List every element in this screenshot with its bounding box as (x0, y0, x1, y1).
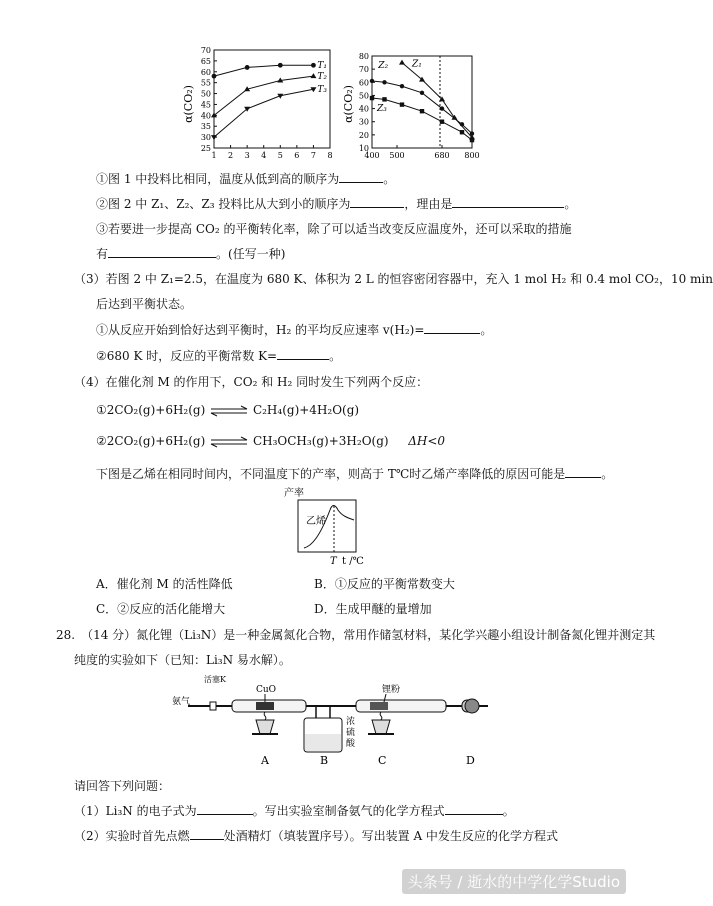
reaction-1-right: C₂H₄(g)+4H₂O(g) (252, 403, 360, 417)
f2-point (470, 138, 474, 142)
f2-point (399, 60, 405, 65)
answer-blank[interactable] (190, 828, 224, 840)
reaction-2-left: ②2CO₂(g)+6H₂(g) (96, 434, 206, 448)
q2-text-4-end: 。(任写一种) (216, 247, 286, 261)
q3-text-2: 后达到平衡状态。 (96, 297, 193, 311)
option-d-text: D．生成甲醚的量增加 (314, 602, 432, 616)
q2-text-3: ③若要进一步提高 CO₂ 的平衡转化率，除了可以适当改变反应温度外，还可以采取的措施 (96, 222, 572, 236)
f1-xtick-label: 2 (228, 151, 234, 160)
option-a[interactable] (96, 576, 233, 592)
acid-label-2: 硫 (346, 728, 356, 738)
f1-point (311, 63, 316, 68)
f1-ytick-label: 50 (200, 89, 211, 99)
figure-2-chart (342, 52, 482, 164)
reaction-2-enthalpy: ΔH<0 (408, 434, 446, 448)
q2-line-3 (96, 221, 571, 237)
f2-series-label: Z₂ (378, 60, 389, 71)
answer-blank[interactable] (339, 171, 383, 183)
q4-text-2: 下图是乙烯在相同时间内，不同温度下的产率，则高于 T℃时乙烯产率降低的原因可能是 (96, 467, 566, 481)
reaction-2-right: CH₃OCH₃(g)+3H₂O(g) (252, 434, 389, 448)
f1-point (245, 65, 250, 70)
graph-xlabel: t /℃ (342, 556, 364, 567)
f2-point (460, 122, 464, 126)
lithium-label: 锂粉 (382, 685, 401, 695)
q28-text-1: 28. （14 分）氮化锂（Li₃N）是一种金属氮化合物，常用作储氢材料，某化学兴趣小组设计制备氮化锂并测定其 (56, 628, 656, 642)
label-c: C (378, 754, 387, 767)
f1-ytick-label: 30 (200, 133, 211, 143)
f1-series-line (214, 89, 313, 137)
graph-curve-label: 乙烯 (306, 516, 326, 527)
burner-c-icon (372, 720, 390, 734)
q28-text-5-mid: 处酒精灯（填装置序号）。写出装置 A 中发生反应的化学方程式 (223, 829, 558, 843)
f1-series-line (214, 65, 313, 76)
q28-line-3 (74, 778, 170, 794)
q3-text-4-end: 。 (329, 349, 342, 363)
f2-xtick-label: 800 (464, 151, 480, 160)
q4-line-2 (96, 466, 613, 482)
label-a: A (261, 754, 269, 767)
f2-point (382, 80, 386, 84)
q28-text-4-mid: 。写出实验室制备氨气的化学方程式 (252, 804, 445, 818)
graph-ylabel: 产率 (284, 488, 304, 499)
f1-xtick-label: 6 (294, 151, 300, 160)
f1-ytick-label: 65 (200, 56, 211, 66)
answer-blank[interactable] (108, 246, 216, 258)
f2-point (382, 97, 386, 101)
valve-k-icon (210, 702, 216, 710)
answer-blank[interactable] (277, 348, 329, 360)
f2-point (420, 91, 424, 95)
f2-ytick-label: 40 (358, 104, 369, 114)
f2-point (440, 106, 444, 110)
option-d[interactable] (314, 601, 432, 617)
q4-text-2-end: 。 (601, 467, 614, 481)
q4-text-1: （4）在催化剂 M 的作用下，CO₂ 和 H₂ 同时发生下列两个反应： (74, 375, 429, 389)
reaction-2 (96, 433, 445, 449)
option-b[interactable] (314, 576, 455, 592)
option-a-text: A．催化剂 M 的活性降低 (96, 577, 233, 591)
q3-line-1 (74, 271, 713, 287)
q2-text-2-mid: ，理由是 (404, 197, 453, 211)
f1-xtick-label: 7 (310, 151, 316, 160)
f1-series-label: T₁ (317, 61, 328, 72)
q4-line-1 (74, 374, 428, 390)
f1-point (310, 73, 316, 78)
f1-xtick-label: 8 (327, 151, 333, 160)
f2-xtick-label: 400 (364, 151, 380, 160)
graph-t-label: T (330, 556, 337, 567)
f2-ytick-label: 60 (358, 78, 369, 88)
q2-text-1-end: 。 (383, 172, 396, 186)
f1-ytick-label: 55 (200, 78, 211, 88)
answer-blank[interactable] (424, 322, 480, 334)
f2-point (400, 102, 404, 106)
answer-blank[interactable] (565, 466, 601, 478)
f1-ytick-label: 45 (200, 100, 211, 110)
option-b-text: B．①反应的平衡常数变大 (314, 577, 455, 591)
q28-text-5: （2）实验时首先点燃 (74, 829, 190, 843)
figure-2-ylabel: α(CO₂) (342, 85, 355, 123)
f1-ytick-label: 60 (200, 67, 211, 77)
q28-text-4-end: 。 (502, 804, 515, 818)
ethylene-yield-graph (282, 486, 368, 566)
q3-line-4 (96, 348, 341, 364)
f1-series-label: T₃ (317, 85, 328, 96)
label-d: D (466, 754, 475, 767)
gas-label: 氨气 (172, 697, 191, 707)
q28-line-5 (74, 828, 558, 844)
burner-a-icon (256, 720, 274, 734)
cuo-label: CuO (256, 685, 277, 695)
f2-ytick-label: 20 (358, 130, 369, 140)
q28-line-1 (56, 627, 655, 643)
q3-line-2 (96, 296, 192, 312)
q28-text-3: 请回答下列问题： (74, 779, 171, 793)
q2-text-1: ①图 1 中投料比相同，温度从低到高的顺序为 (96, 172, 340, 186)
f2-xtick-label: 680 (434, 151, 450, 160)
figure-1-ylabel: α(CO₂) (182, 85, 195, 123)
equilibrium-arrow-icon (209, 436, 249, 448)
f2-ytick-label: 50 (358, 91, 369, 101)
f2-point (400, 84, 404, 88)
figure-1-chart (180, 44, 340, 162)
label-b: B (320, 754, 329, 767)
f2-point (470, 131, 474, 135)
q3-text-3-end: 。 (480, 323, 493, 337)
valve-label: 活塞K (204, 675, 226, 684)
answer-blank[interactable] (445, 803, 503, 815)
reaction-1-left: ①2CO₂(g)+6H₂(g) (96, 403, 206, 417)
apparatus-diagram (170, 672, 490, 772)
acid-label-1: 浓 (346, 717, 356, 727)
q2-line-2 (96, 196, 576, 212)
q2-line-4 (96, 246, 285, 262)
equilibrium-arrow-icon (209, 405, 249, 417)
f1-ytick-label: 35 (200, 122, 211, 132)
f1-xtick-label: 1 (211, 151, 217, 160)
q2-text-2-end: 。 (564, 197, 577, 211)
f1-ytick-label: 25 (200, 144, 211, 153)
f2-point (420, 109, 424, 113)
f2-point (370, 96, 374, 100)
q3-text-1: （3）若图 2 中 Z₁=2.5，在温度为 680 K、体积为 2 L 的恒容密闭容器中，充入 1 mol H₂ 和 0.4 mol CO₂，10 min (74, 272, 713, 286)
reaction-1 (96, 402, 359, 418)
f1-series-line (214, 76, 313, 115)
f2-point (440, 120, 444, 124)
f2-series-label: Z₃ (377, 104, 387, 115)
option-c-text: C．②反应的活化能增大 (96, 602, 226, 616)
q2-text-4: 有 (96, 247, 109, 261)
q3-text-4: ②680 K 时，反应的平衡常数 K= (96, 349, 278, 363)
f1-xtick-label: 4 (261, 151, 267, 160)
f1-point (278, 63, 283, 68)
q2-line-1 (96, 171, 395, 187)
f1-series-label: T₂ (317, 72, 328, 83)
option-c[interactable] (96, 601, 225, 617)
f2-ytick-label: 80 (358, 52, 369, 61)
f2-ytick-label: 70 (358, 65, 369, 75)
q28-line-4 (74, 803, 515, 819)
answer-blank[interactable] (197, 803, 253, 815)
q28-line-2 (74, 652, 291, 668)
answer-blank[interactable] (452, 196, 564, 208)
f1-point (212, 74, 217, 79)
q3-line-3 (96, 322, 492, 338)
f2-xtick-label: 500 (389, 151, 405, 160)
watermark: 头条号 / 逝水的中学化学Studio (402, 869, 626, 894)
f2-ytick-label: 10 (358, 144, 369, 153)
f1-ytick-label: 70 (200, 46, 211, 55)
f2-point (460, 130, 464, 134)
q2-text-2: ②图 2 中 Z₁、Z₂、Z₃ 投料比从大到小的顺序为 (96, 197, 351, 211)
tube-c-icon (356, 700, 446, 712)
f1-xtick-label: 5 (277, 151, 283, 160)
q28-text-4: （1）Li₃N 的电子式为 (74, 804, 197, 818)
q28-text-2: 纯度的实验如下（已知：Li₃N 易水解）。 (74, 653, 291, 667)
f2-series-label: Z₁ (412, 59, 422, 70)
q3-text-3: ①从反应开始到恰好达到平衡时，H₂ 的平均反应速率 v(H₂)= (96, 323, 425, 337)
f2-ytick-label: 30 (358, 117, 369, 127)
acid-label-3: 酸 (346, 739, 356, 749)
f2-point (370, 79, 374, 83)
f1-ytick-label: 40 (200, 111, 211, 121)
f1-xtick-label: 3 (244, 151, 250, 160)
f2-series-line (372, 81, 472, 134)
answer-blank[interactable] (350, 196, 404, 208)
